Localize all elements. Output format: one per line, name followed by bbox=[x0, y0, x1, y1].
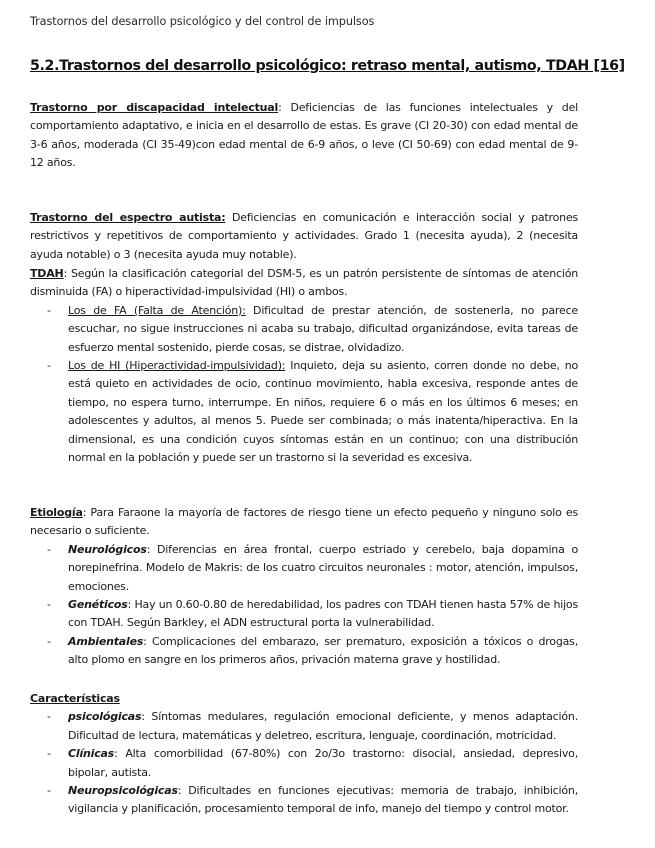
term-etiology: Etiología bbox=[30, 506, 83, 519]
list-item: - Los de FA (Falta de Atención): Dificultad de prestar atención, de sostenerla, no parece escuchar, no sigue instrucciones ni acaba su trabajo, dificultad organizándose, evita tareas de esfuerzo mental sostenido, pierde cosas, se distrae, olvidadizo. bbox=[47, 303, 578, 354]
section-characteristics bbox=[30, 690, 578, 819]
bullet-dash: - bbox=[47, 747, 51, 761]
bullet-dash: - bbox=[47, 303, 51, 317]
paragraph: Etiología: Para Faraone la mayoría de factores de riesgo tiene un efecto pequeño y ninguno solo es necesario o suficiente. bbox=[30, 506, 578, 538]
term-intellectual-disability: Trastorno por discapacidad intelectual bbox=[30, 101, 279, 114]
characteristics-list bbox=[30, 708, 578, 818]
subterm-hi: Los de HI (Hiperactividad-impulsividad): bbox=[68, 359, 286, 373]
bullet-dash: - bbox=[47, 634, 51, 648]
list-item: - psicológicas: Síntomas medulares, regulación emocional deficiente, y menos adaptación. Dificultad de lectura, matemáticas y deletreo, escritura, lenguaje, coordinación, motricidad. bbox=[47, 710, 578, 742]
subterm-psychological: psicológicas bbox=[68, 710, 142, 724]
subterm-neuropsychological: Neuropsicológicas bbox=[68, 784, 178, 798]
list-item: - Neuropsicológicas: Dificultades en funciones ejecutivas: memoria de trabajo, inhibición, vigilancia y planificación, procesamiento temporal de info, manejo del tiempo y control motor. bbox=[47, 784, 578, 816]
list-item: - Ambientales: Complicaciones del embarazo, ser prematuro, exposición a tóxicos o drogas, alto plomo en sangre en los primeros años, privación materna grave y hostilidad. bbox=[47, 634, 578, 667]
bullet-dash: - bbox=[47, 710, 51, 724]
section-autism bbox=[30, 209, 578, 264]
subterm-neurological: Neurológicos bbox=[68, 542, 147, 556]
subterm-genetic: Genéticos bbox=[68, 598, 128, 612]
term-characteristics: Características bbox=[30, 692, 120, 705]
subterm-clinical: Clínicas bbox=[68, 747, 115, 761]
list-item: - Neurológicos: Diferencias en área frontal, cuerpo estriado y cerebelo, baja dopamina o norepinefrina. Modelo de Makris: de los cuatro circuitos neuronales : motor, atención, impulsos, emociones. bbox=[47, 542, 578, 593]
list-item: - Clínicas: Alta comorbilidad (67-80%) con 2o/3o trastorno: disocial, ansiedad, depresivo, bipolar, autista. bbox=[47, 747, 578, 779]
bullet-dash: - bbox=[47, 598, 51, 612]
paragraph: Trastorno por discapacidad intelectual: Deficiencias de las funciones intelectuales y del comportamiento adaptativo, e inicia en el desarrollo de estas. Es grave (CI 20-30) con edad mental de 3-6 años, moderada (CI 35-49)con edad mental de 6-9 años, o leve (CI 50-69) con edad mental de 9-12 años. bbox=[30, 101, 579, 170]
paragraph: TDAH: Según la clasificación categorial del DSM-5, es un patrón persistente de síntomas de atención disminuida (FA) o hiperactividad-impulsividad (HI) o ambos. bbox=[30, 267, 578, 299]
running-header: Trastornos del desarrollo psicológico y del control de impulsos bbox=[30, 15, 375, 28]
tdah-list bbox=[30, 302, 578, 468]
paragraph bbox=[30, 690, 578, 708]
section-intellectual-disability bbox=[30, 99, 578, 173]
term-autism: Trastorno del espectro autista: bbox=[30, 211, 226, 224]
etiology-list bbox=[30, 541, 578, 670]
list-item: - Los de HI (Hiperactividad-impulsividad): Inquieto, deja su asiento, corren donde no debe, no está quieto en actividades de ocio, continuo movimiento, habla excesiva, responde antes de tiempo, no espera turno, interrumpe. En niños, requiere 6 o más en los últimos 6 meses; en adolescentes y adultos, al menos 5. Puede ser combinada; o más inatenta/hiperactiva. En la dimensional, es una condición cuyos síntomas están en un continuo; con una distribución normal en la población y puede ser un trastorno si la severidad es excesiva. bbox=[47, 359, 579, 465]
bullet-dash: - bbox=[47, 359, 51, 373]
bullet-dash: - bbox=[47, 542, 51, 556]
bullet-dash: - bbox=[47, 784, 51, 798]
list-item: - Genéticos: Hay un 0.60-0.80 de heredabilidad, los padres con TDAH tienen hasta 57% de hijos con TDAH. Según Barkley, el ADN estructural porta la vulnerabilidad. bbox=[47, 598, 578, 630]
paragraph: Trastorno del espectro autista: Deficiencias en comunicación e interacción social y patrones restrictivos y repetitivos de comportamiento y actividades. Grado 1 (necesita ayuda), 2 (necesita ayuda notable) o 3 (necesita ayuda muy notable). bbox=[30, 211, 578, 261]
subterm-fa: Los de FA (Falta de Atención): bbox=[68, 303, 246, 317]
term-tdah: TDAH bbox=[30, 267, 64, 280]
section-etiology bbox=[30, 504, 578, 670]
subterm-environmental: Ambientales bbox=[68, 634, 144, 648]
section-tdah bbox=[30, 265, 578, 467]
section-title: 5.2.Trastornos del desarrollo psicológico: retraso mental, autismo, TDAH [16] bbox=[30, 58, 625, 74]
